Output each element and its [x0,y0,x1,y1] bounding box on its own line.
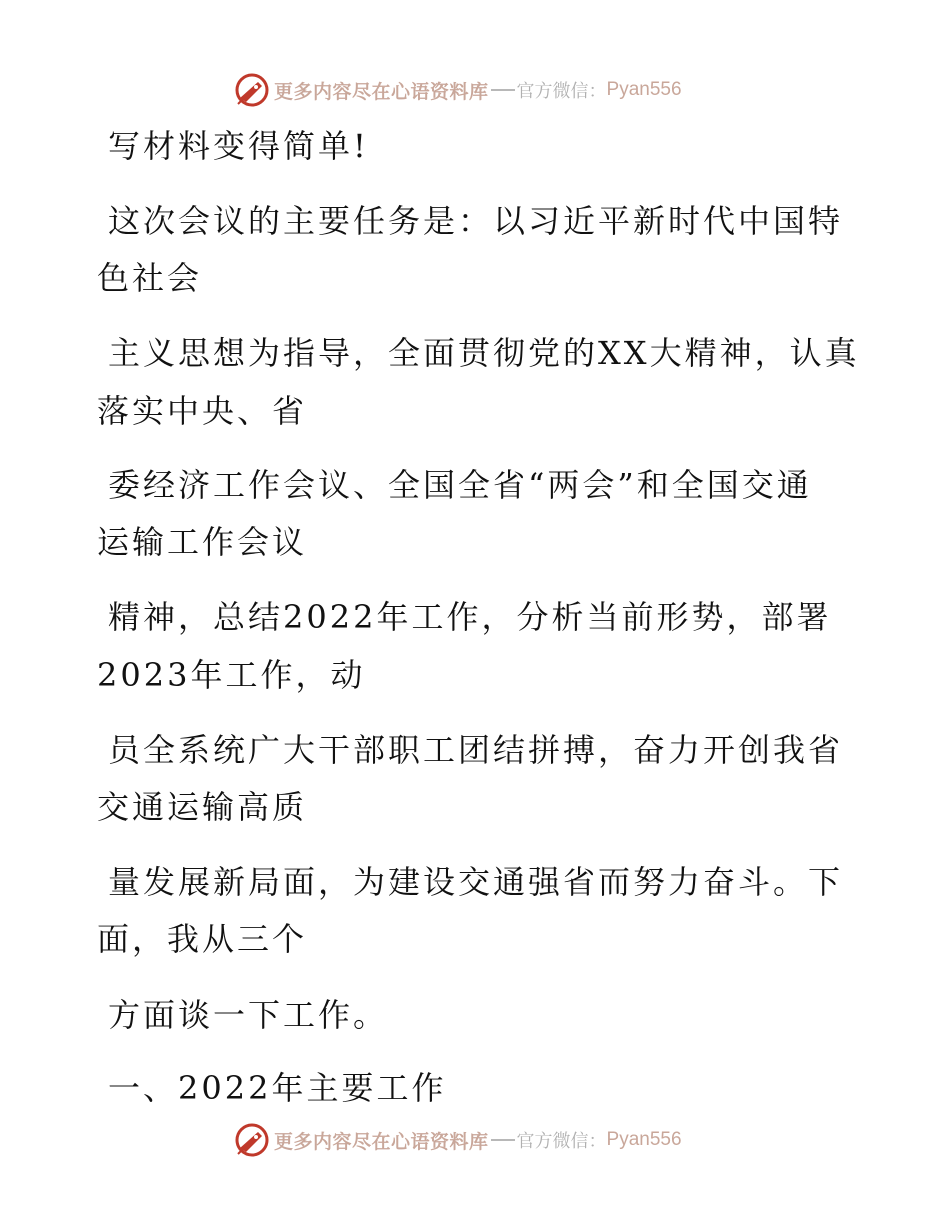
header-watermark-banner [234,70,682,110]
text-line-9: 2023年工作，动 [97,656,366,694]
banner-wechat-id: Pyan556 [606,1129,682,1150]
text-line-3: 色社会 [97,259,203,297]
pen-nib-logo-icon [234,72,270,108]
banner-sub-text: 官方微信： [516,1131,607,1152]
banner-dash [491,89,515,91]
text-line-8: 精神，总结2022年工作，分析当前形势，部署 [108,598,832,636]
text-line-4: 主义思想为指导，全面贯彻党的XX大精神，认真 [108,334,860,372]
text-line-12: 量发展新局面，为建设交通强省而努力奋斗。下 [108,863,844,901]
banner-dash [491,1139,515,1141]
banner-main-text: 更多内容尽在心语资料库 [274,80,489,103]
text-line-5: 落实中央、省 [97,392,308,430]
text-line-13: 面，我从三个 [97,920,308,958]
banner-wechat-id: Pyan556 [606,79,682,100]
text-line-2: 这次会议的主要任务是：以习近平新时代中国特 [108,202,844,240]
text-line-6: 委经济工作会议、全国全省“两会”和全国交通 [108,466,812,504]
section-heading: 一、2022年主要工作 [108,1069,447,1107]
text-line-10: 员全系统广大干部职工团结拼搏，奋力开创我省 [108,731,844,769]
pen-nib-logo-icon [234,1122,270,1158]
banner-sub-text: 官方微信： [516,81,607,102]
text-line-1: 写材料变得简单! [108,127,369,165]
banner-main-text: 更多内容尽在心语资料库 [274,1130,489,1153]
footer-watermark-banner [234,1120,682,1160]
text-line-11: 交通运输高质 [97,788,308,826]
text-line-14: 方面谈一下工作。 [108,996,389,1034]
text-line-7: 运输工作会议 [97,523,308,561]
